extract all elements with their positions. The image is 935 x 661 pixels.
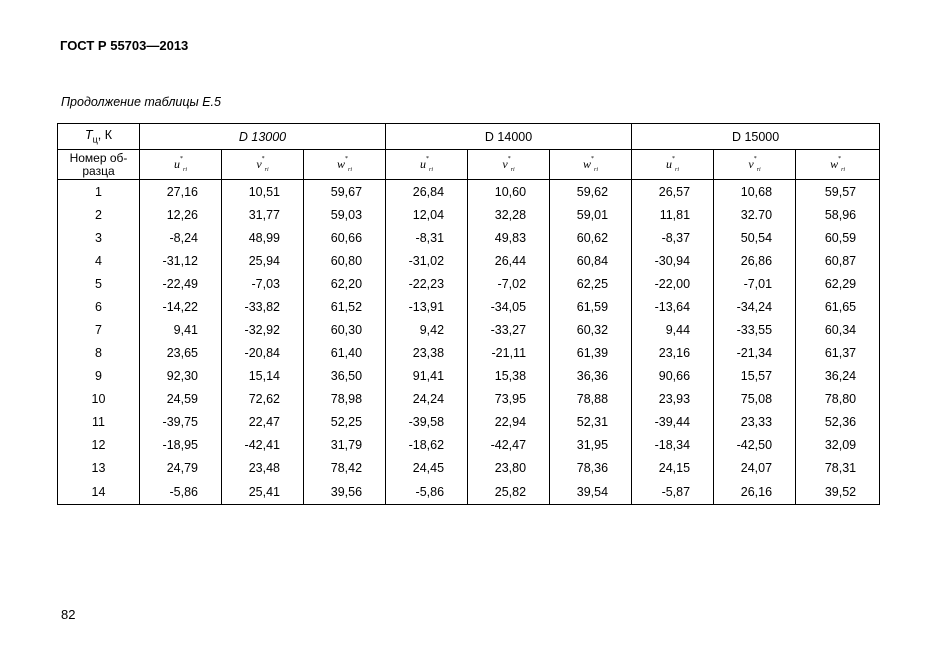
- subcolumn-header-v: $v^*_{ri}$: [468, 150, 550, 180]
- value-cell: 91,41: [386, 364, 468, 387]
- table-row: [58, 479, 880, 505]
- value-cell: -14,22: [140, 295, 222, 318]
- value-cell: 60,62: [550, 226, 632, 249]
- sample-number-cell: 12: [58, 433, 140, 456]
- value-cell: 61,59: [550, 295, 632, 318]
- value-cell: 12,26: [140, 203, 222, 226]
- value-cell: 26,57: [632, 180, 714, 204]
- value-cell: -18,95: [140, 433, 222, 456]
- value-cell: 9,42: [386, 318, 468, 341]
- value-cell: -22,00: [632, 272, 714, 295]
- value-cell: 25,94: [222, 249, 304, 272]
- value-cell: -33,55: [714, 318, 796, 341]
- value-cell: 59,03: [304, 203, 386, 226]
- value-cell: 24,24: [386, 387, 468, 410]
- value-cell: 59,67: [304, 180, 386, 204]
- value-cell: 25,41: [222, 479, 304, 505]
- value-cell: 24,79: [140, 456, 222, 479]
- value-cell: 49,83: [468, 226, 550, 249]
- value-cell: -33,27: [468, 318, 550, 341]
- value-cell: 59,62: [550, 180, 632, 204]
- value-cell: 26,16: [714, 479, 796, 505]
- value-cell: 12,04: [386, 203, 468, 226]
- table-row: [58, 341, 880, 364]
- sample-number-cell: 9: [58, 364, 140, 387]
- value-cell: -7,03: [222, 272, 304, 295]
- value-cell: 15,14: [222, 364, 304, 387]
- sample-number-cell: 10: [58, 387, 140, 410]
- sample-number-cell: 11: [58, 410, 140, 433]
- value-cell: 78,98: [304, 387, 386, 410]
- document-header: ГОСТ Р 55703—2013: [60, 38, 189, 53]
- subcolumn-header-u: $u^*_{ri}$: [632, 150, 714, 180]
- value-cell: 15,38: [468, 364, 550, 387]
- table-row: [58, 203, 880, 226]
- sample-number-cell: 4: [58, 249, 140, 272]
- value-cell: 22,47: [222, 410, 304, 433]
- sample-number-cell: 3: [58, 226, 140, 249]
- value-cell: 61,40: [304, 341, 386, 364]
- group-header-d14000: D 14000: [386, 124, 632, 150]
- value-cell: -33,82: [222, 295, 304, 318]
- value-cell: 25,82: [468, 479, 550, 505]
- table-row: [58, 226, 880, 249]
- value-cell: 60,32: [550, 318, 632, 341]
- value-cell: 32.70: [714, 203, 796, 226]
- subcolumn-header-v: $v^*_{ri}$: [222, 150, 304, 180]
- value-cell: -5,86: [386, 479, 468, 505]
- value-cell: 60,80: [304, 249, 386, 272]
- value-cell: -34,24: [714, 295, 796, 318]
- value-cell: 60,59: [796, 226, 880, 249]
- value-cell: 23,48: [222, 456, 304, 479]
- value-cell: 39,52: [796, 479, 880, 505]
- value-cell: 60,34: [796, 318, 880, 341]
- value-cell: 58,96: [796, 203, 880, 226]
- value-cell: -39,75: [140, 410, 222, 433]
- value-cell: 36,36: [550, 364, 632, 387]
- value-cell: 23,65: [140, 341, 222, 364]
- value-cell: 59,57: [796, 180, 880, 204]
- subcolumn-header-w: $w^*_{ri}$: [796, 150, 880, 180]
- value-cell: 36,50: [304, 364, 386, 387]
- value-cell: 61,65: [796, 295, 880, 318]
- value-cell: 39,56: [304, 479, 386, 505]
- value-cell: -7,02: [468, 272, 550, 295]
- value-cell: 22,94: [468, 410, 550, 433]
- value-cell: 75,08: [714, 387, 796, 410]
- group-header-d13000: D 13000: [140, 124, 386, 150]
- value-cell: 31,79: [304, 433, 386, 456]
- value-cell: -42,50: [714, 433, 796, 456]
- value-cell: 26,44: [468, 249, 550, 272]
- subcolumn-header-w: $w^*_{ri}$: [304, 150, 386, 180]
- value-cell: -39,58: [386, 410, 468, 433]
- value-cell: 59,01: [550, 203, 632, 226]
- value-cell: 23,38: [386, 341, 468, 364]
- value-cell: 23,80: [468, 456, 550, 479]
- table-row: [58, 456, 880, 479]
- value-cell: 26,84: [386, 180, 468, 204]
- value-cell: 10,60: [468, 180, 550, 204]
- sample-number-cell: 6: [58, 295, 140, 318]
- value-cell: 78,88: [550, 387, 632, 410]
- subcolumn-header-w: $w^*_{ri}$: [550, 150, 632, 180]
- value-cell: 27,16: [140, 180, 222, 204]
- table-row: [58, 433, 880, 456]
- value-cell: 15,57: [714, 364, 796, 387]
- value-cell: -18,34: [632, 433, 714, 456]
- value-cell: 52,36: [796, 410, 880, 433]
- value-cell: -21,11: [468, 341, 550, 364]
- value-cell: -42,47: [468, 433, 550, 456]
- value-cell: 26,86: [714, 249, 796, 272]
- value-cell: -8,31: [386, 226, 468, 249]
- table-row: [58, 180, 880, 204]
- value-cell: -5,86: [140, 479, 222, 505]
- value-cell: 9,41: [140, 318, 222, 341]
- value-cell: 23,16: [632, 341, 714, 364]
- value-cell: -22,49: [140, 272, 222, 295]
- sample-number-cell: 13: [58, 456, 140, 479]
- value-cell: -34,05: [468, 295, 550, 318]
- value-cell: -13,91: [386, 295, 468, 318]
- table-row: [58, 249, 880, 272]
- value-cell: 62,29: [796, 272, 880, 295]
- value-cell: 78,42: [304, 456, 386, 479]
- value-cell: 61,39: [550, 341, 632, 364]
- value-cell: 61,37: [796, 341, 880, 364]
- value-cell: 60,30: [304, 318, 386, 341]
- value-cell: 32,28: [468, 203, 550, 226]
- value-cell: 52,31: [550, 410, 632, 433]
- value-cell: 24,07: [714, 456, 796, 479]
- value-cell: 24,59: [140, 387, 222, 410]
- value-cell: -31,02: [386, 249, 468, 272]
- value-cell: 78,80: [796, 387, 880, 410]
- table-row: [58, 410, 880, 433]
- table-row: [58, 272, 880, 295]
- value-cell: -8,37: [632, 226, 714, 249]
- value-cell: 62,25: [550, 272, 632, 295]
- value-cell: 52,25: [304, 410, 386, 433]
- value-cell: -7,01: [714, 272, 796, 295]
- sample-number-cell: 1: [58, 180, 140, 204]
- table-caption: Продолжение таблицы Е.5: [61, 95, 221, 109]
- table-row: [58, 295, 880, 318]
- value-cell: 62,20: [304, 272, 386, 295]
- value-cell: 48,99: [222, 226, 304, 249]
- value-cell: 24,45: [386, 456, 468, 479]
- data-table: [57, 123, 880, 505]
- sample-number-header: Номер об- разца: [58, 150, 140, 180]
- page-number: 82: [61, 607, 76, 622]
- value-cell: -21,34: [714, 341, 796, 364]
- value-cell: 36,24: [796, 364, 880, 387]
- table-row: [58, 318, 880, 341]
- value-cell: 9,44: [632, 318, 714, 341]
- value-cell: 10,51: [222, 180, 304, 204]
- subcolumn-header-v: $v^*_{ri}$: [714, 150, 796, 180]
- sample-number-cell: 2: [58, 203, 140, 226]
- value-cell: 92,30: [140, 364, 222, 387]
- value-cell: 61,52: [304, 295, 386, 318]
- value-cell: -32,92: [222, 318, 304, 341]
- value-cell: 31,95: [550, 433, 632, 456]
- value-cell: -8,24: [140, 226, 222, 249]
- value-cell: 60,66: [304, 226, 386, 249]
- value-cell: 23,93: [632, 387, 714, 410]
- temperature-header: $T_ц$, К: [58, 124, 140, 150]
- value-cell: 90,66: [632, 364, 714, 387]
- value-cell: 60,84: [550, 249, 632, 272]
- table-row: [58, 364, 880, 387]
- sample-number-cell: 5: [58, 272, 140, 295]
- value-cell: 60,87: [796, 249, 880, 272]
- value-cell: 23,33: [714, 410, 796, 433]
- value-cell: 73,95: [468, 387, 550, 410]
- value-cell: 24,15: [632, 456, 714, 479]
- value-cell: -42,41: [222, 433, 304, 456]
- value-cell: -20,84: [222, 341, 304, 364]
- value-cell: 50,54: [714, 226, 796, 249]
- value-cell: 31,77: [222, 203, 304, 226]
- value-cell: 72,62: [222, 387, 304, 410]
- value-cell: 11,81: [632, 203, 714, 226]
- table-row: [58, 387, 880, 410]
- sample-number-cell: 7: [58, 318, 140, 341]
- value-cell: -5,87: [632, 479, 714, 505]
- group-header-d15000: D 15000: [632, 124, 880, 150]
- value-cell: -13,64: [632, 295, 714, 318]
- sample-number-cell: 8: [58, 341, 140, 364]
- value-cell: 39,54: [550, 479, 632, 505]
- value-cell: -39,44: [632, 410, 714, 433]
- value-cell: 10,68: [714, 180, 796, 204]
- subcolumn-header-u: $u^*_{ri}$: [386, 150, 468, 180]
- value-cell: -22,23: [386, 272, 468, 295]
- sample-number-cell: 14: [58, 479, 140, 505]
- value-cell: -31,12: [140, 249, 222, 272]
- value-cell: -30,94: [632, 249, 714, 272]
- value-cell: 78,36: [550, 456, 632, 479]
- value-cell: -18,62: [386, 433, 468, 456]
- subcolumn-header-u: $u^*_{ri}$: [140, 150, 222, 180]
- value-cell: 32,09: [796, 433, 880, 456]
- value-cell: 78,31: [796, 456, 880, 479]
